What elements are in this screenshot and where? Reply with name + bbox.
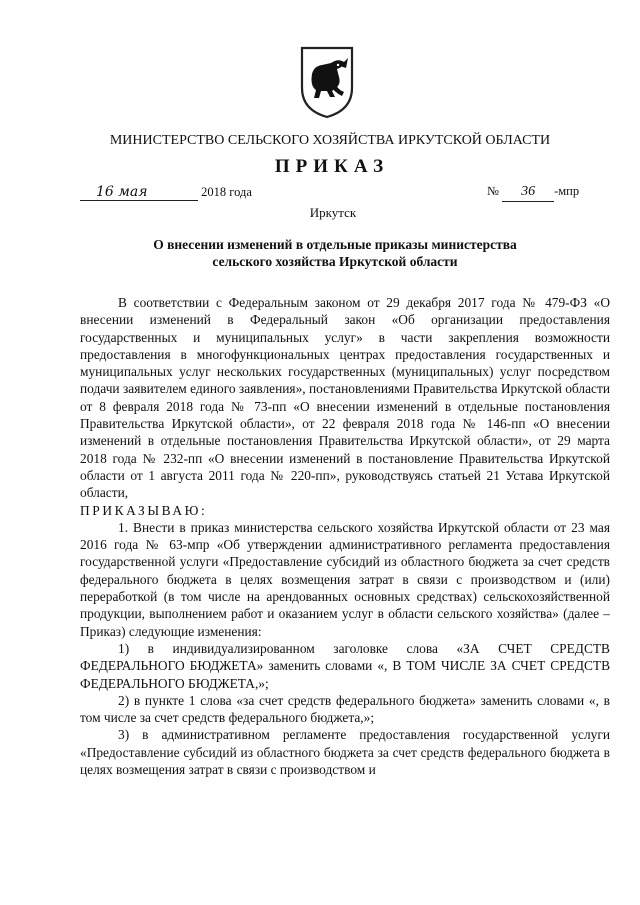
handwritten-number: 36 [502,184,554,202]
preamble-paragraph: В соответствии с Федеральным законом от 29 декабря 2017 года № 479-ФЗ «О внесении изменений в Федеральный закон «Об организации предоставления государственных и муниципальных услуг» в части закрепления возможности предоставления в многофункциональных центрах предоставления государственных и муниципальных услуг нескольких государственных (муниципальных) услуг посредством подачи заявителем единого заявления», постановлениями Правительства Иркутской области от 8 февраля 2018 года № 73-пп «О внесении изменений в отдельные постановления Правительства Иркутской области», от 22 февраля 2018 года № 146-пп «О внесении изменений в отдельные постановления Правительства Иркутской области», от 29 марта 2018 года № 232-пп «О внесении изменений в постановление Правительства Иркутской области от 1 августа 2011 года № 220-пп», руководствуясь статьей 21 Устава Иркутской области, [80,295,610,501]
order-date [80,184,252,201]
date-year: 2018 года [201,185,252,199]
order-subject: О внесении изменений в отдельные приказы министерства сельского хозяйства Иркутской области [153,237,517,269]
order-body [80,294,610,778]
coat-of-arms-icon [298,44,356,120]
order-title: ПРИКАЗ [274,156,390,177]
subclause-3-paragraph: 3) в административном регламенте предоставления государственной услуги «Предоставление субсидий из областного бюджета за счет средств федерального бюджета в целях возмещения затрат в связи с производством и [80,727,610,778]
number-sign: № [487,184,499,198]
subclause-2-paragraph: 2) в пункте 1 слова «за счет средств федерального бюджета» заменить словами «, в том числе за счет средств федерального бюджета,»; [80,692,610,726]
subclause-1-paragraph: 1) в индивидуализированном заголовке слова «ЗА СЧЕТ СРЕДСТВ ФЕДЕРАЛЬНОГО БЮДЖЕТА» заменить словами «, В ТОМ ЧИСЛЕ ЗА СЧЕТ СРЕДСТВ ФЕДЕРАЛЬНОГО БЮДЖЕТА,»; [80,640,610,691]
ministry-name: МИНИСТЕРСТВО СЕЛЬСКОГО ХОЗЯЙСТВА ИРКУТСКОЙ ОБЛАСТИ [109,133,551,148]
handwritten-date: 16 мая [80,184,198,201]
order-number [487,184,579,202]
city: Иркутск [309,205,357,220]
clause-1-paragraph: 1. Внести в приказ министерства сельского хозяйства Иркутской области от 23 мая 2016 года № 63-мпр «Об утверждении административного регламента предоставления государственной услуги «Предоставление субсидий из областного бюджета за счет средств федерального бюджета в целях возмещения затрат в связи с производством и (или) переработкой (в том числе на арендованных основных средствах) сельскохозяйственной продукции, выполнением работ и оказанием услуг в области сельского хозяйства» (далее – Приказ) следующие изменения: [80,519,610,639]
number-suffix: -мпр [554,184,580,198]
order-directive: ПРИКАЗЫВАЮ: [80,502,208,518]
